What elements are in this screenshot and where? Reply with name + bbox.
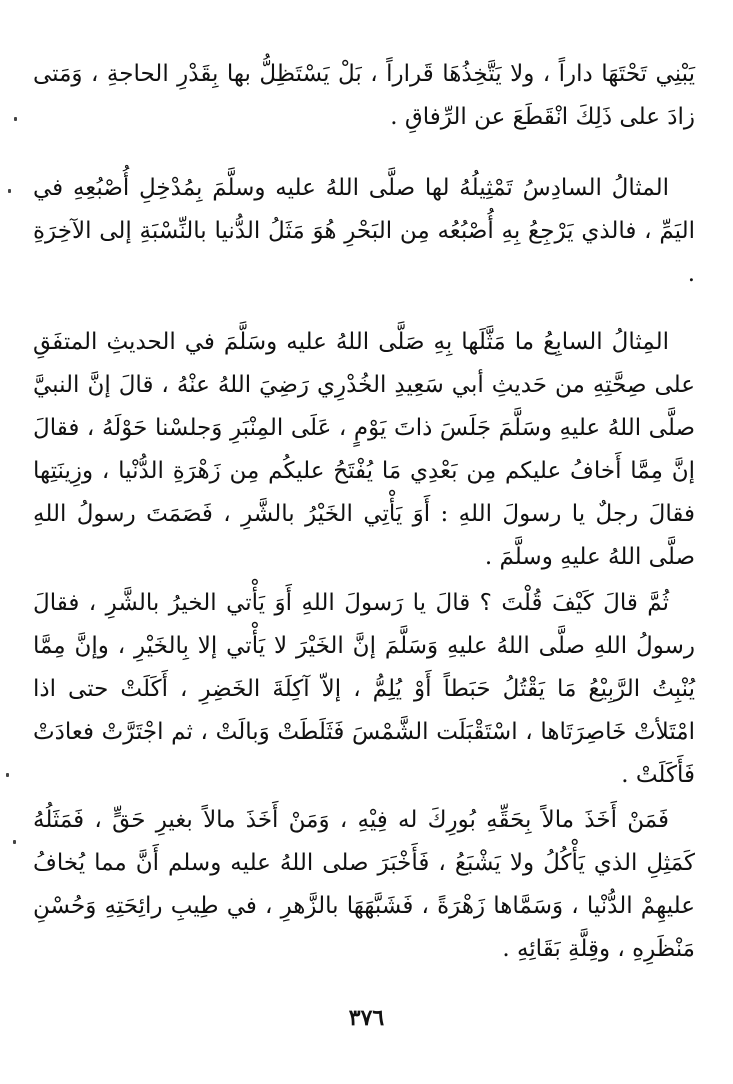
paragraph-3: المِثالُ السابِعُ ما مَثَّلَها بِهِ صَلَّى اللهُ عليه وسَلَّمَ في الحديثِ المتفَقِ على صِحَّتِهِ من حَديثِ أبي سَعِيدِ الخُدْرِي رَضِيَ اللهُ عنْهُ ، قالَ إنَّ النبيَّ صلَّى اللهُ عليهِ وسَلَّمَ جَلَسَ ذاتَ يَوْمٍ ، عَلَى المِنْبَرِ وَجلسْنا حَوْلَهُ ، فقالَ إنَّ مِمَّا أَخافُ عليكم مِن بَعْدِي مَا يُفْتَحُ عليكُم مِن زَهْرَةِ الدُّنْيا ، وزِينَتِها فقالَ رجلٌ يا رسولَ اللهِ : أَوَ يَأْتِي الخَيْرُ بالشَّرِ ، فَصَمَتَ رسولُ اللهِ صلَّى اللهُ عليهِ وسلَّمَ .	[33, 329, 695, 570]
scan-speck	[14, 117, 17, 121]
scan-speck	[8, 189, 11, 193]
paragraph-5: فَمَنْ أَخَذَ مالاً بِحَقِّهِ بُورِكَ له فِيْهِ ، وَمَنْ أَخَذَ مالاً بغيرِ حَقٍّ ، فَمَثَلُهُ كَمَثِلِ الذي يَأْكُلُ ولا يَشْبَعُ ، فَأَخْبَرَ صلى اللهُ عليه وسلم أَنَّ مما يُخافُ عليهِمْ الدُّنْيا ، وَسَمَّاها زَهْرَةً ، فَشَبَّهَهَا بالزَّهرِ ، في طِيبِ رائِحَتِهِ وَحُسْنِ مَنْظَرِهِ ، وقِلَّةِ بَقَائِهِ .	[33, 807, 695, 962]
paragraph-1: يَبْنِي تَحْتَهَا داراً ، ولا يَتَّخِذُهَا قَراراً ، بَلْ يَسْتَظِلُّ بها بِقَدْرِ الحاجةِ ، وَمَتى زادَ على ذَلِكَ انْقَطَعَ عن الرِّفاقِ .	[33, 61, 695, 130]
scan-speck	[13, 840, 16, 844]
paragraph-4: ثُمَّ قالَ كَيْفَ قُلْتَ ؟ قالَ يا رَسولَ اللهِ أَوَ يَأْتي الخيرُ بالشَّرِ ، فقالَ رسولُ اللهِ صلَّى اللهُ عليهِ وَسَلَّمَ إنَّ الخَيْرَ لا يَأْتي إلا بِالخَيْرِ ، وإنَّ مِمَّا يُنْبِتُ الرَّبِيْعُ مَا يَقْتُلُ حَبَطاً أَوْ يُلِمُّ ، إلاّ آكِلَةَ الخَضِرِ ، أَكَلَتْ حتى اذا امْتَلأتْ خَاصِرَتَاها ، اسْتَقْبَلَت الشَّمْسَ فَثَلَطَتْ وَبالَتْ ، ثم اجْتَرَّتْ فعادَتْ فَأَكَلَتْ .	[33, 590, 695, 788]
scan-speck	[6, 773, 9, 777]
paragraph-2: المثالُ السادِسُ تَمْثِيلُهُ لها صلَّى اللهُ عليه وسلَّمَ بِمُدْخِلِ أُصْبُعِهِ في اليَمِّ ، فالذي يَرْجِعُ بِهِ أُصْبُعُه مِن البَحْرِ هُوَ مَثَلُ الدُّنيا بالنِّسْبَةِ إلى الآخِرَةِ .	[33, 175, 695, 287]
page-number: ٣٧٦	[348, 1005, 385, 1031]
